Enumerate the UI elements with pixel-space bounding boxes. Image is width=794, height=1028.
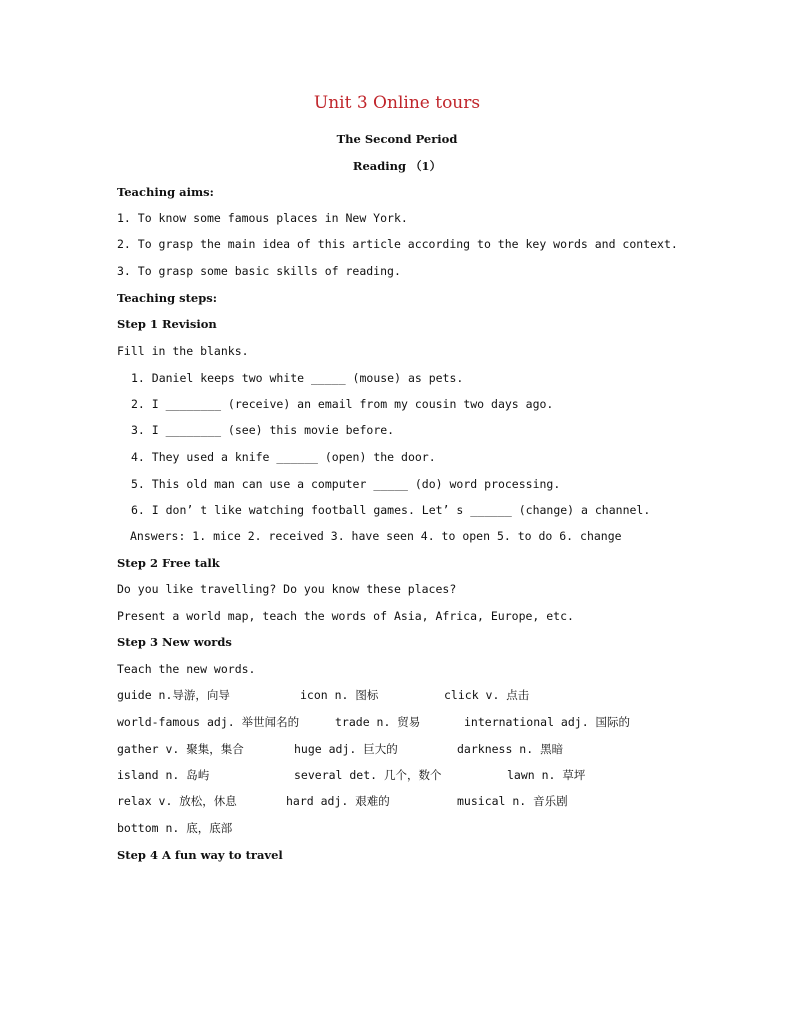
vocab-entry: hard adj. 艰难的	[286, 794, 390, 808]
answers-line: Answers: 1. mice 2. received 3. have seen 4. to open 5. to do 6. change	[130, 529, 622, 543]
exercise-item: 2. I ________ (receive) an email from my cousin two days ago.	[131, 397, 554, 411]
vocab-entry: international adj. 国际的	[464, 715, 631, 729]
step2-heading: Step 2 Free talk	[117, 556, 220, 570]
vocab-entry: several det. 几个，数个	[294, 768, 442, 782]
exercise-item: 4. They used a knife ______ (open) the door.	[131, 450, 436, 464]
vocab-entry: trade n. 贸易	[335, 715, 421, 729]
vocab-entry: huge adj. 巨大的	[294, 742, 398, 756]
exercise-item: 5. This old man can use a computer _____ (do) word processing.	[131, 477, 561, 491]
exercise-item: 6. I don’ t like watching football games. Let’ s ______ (change) a channel.	[131, 503, 651, 517]
vocab-entry: bottom n. 底，底部	[117, 821, 233, 835]
vocab-entry: lawn n. 草坪	[507, 768, 586, 782]
aim-item: 2. To grasp the main idea of this article according to the key words and context.	[117, 237, 678, 251]
exercise-item: 3. I ________ (see) this movie before.	[131, 423, 395, 437]
teaching-steps-heading: Teaching steps:	[117, 291, 218, 305]
period-heading: The Second Period	[336, 132, 458, 146]
vocab-entry: island n. 岛屿	[117, 768, 210, 782]
page-title: Unit 3 Online tours	[313, 93, 481, 113]
vocab-entry: icon n. 图标	[300, 688, 379, 702]
step3-instruction: Teach the new words.	[117, 662, 256, 676]
step2-line: Do you like travelling? Do you know these places?	[117, 582, 457, 596]
vocab-entry: click v. 点击	[444, 688, 530, 702]
step2-line: Present a world map, teach the words of Asia, Africa, Europe, etc.	[117, 609, 574, 623]
vocab-entry: gather v. 聚集，集合	[117, 742, 244, 756]
aim-item: 3. To grasp some basic skills of reading.	[117, 264, 401, 278]
step1-heading: Step 1 Revision	[117, 317, 217, 331]
vocab-entry: musical n. 音乐剧	[457, 794, 568, 808]
vocab-entry: relax v. 放松，休息	[117, 794, 237, 808]
step1-instruction: Fill in the blanks.	[117, 344, 249, 358]
vocab-entry: guide n.导游，向导	[117, 688, 230, 702]
step3-heading: Step 3 New words	[117, 635, 232, 649]
aim-item: 1. To know some famous places in New York.	[117, 211, 408, 225]
vocab-entry: world-famous adj. 举世闻名的	[117, 715, 300, 729]
step4-heading: Step 4 A fun way to travel	[117, 848, 283, 862]
reading-heading: Reading （1）	[352, 159, 442, 173]
teaching-aims-heading: Teaching aims:	[117, 185, 214, 199]
exercise-item: 1. Daniel keeps two white _____ (mouse) as pets.	[131, 371, 464, 385]
vocab-entry: darkness n. 黑暗	[457, 742, 564, 756]
